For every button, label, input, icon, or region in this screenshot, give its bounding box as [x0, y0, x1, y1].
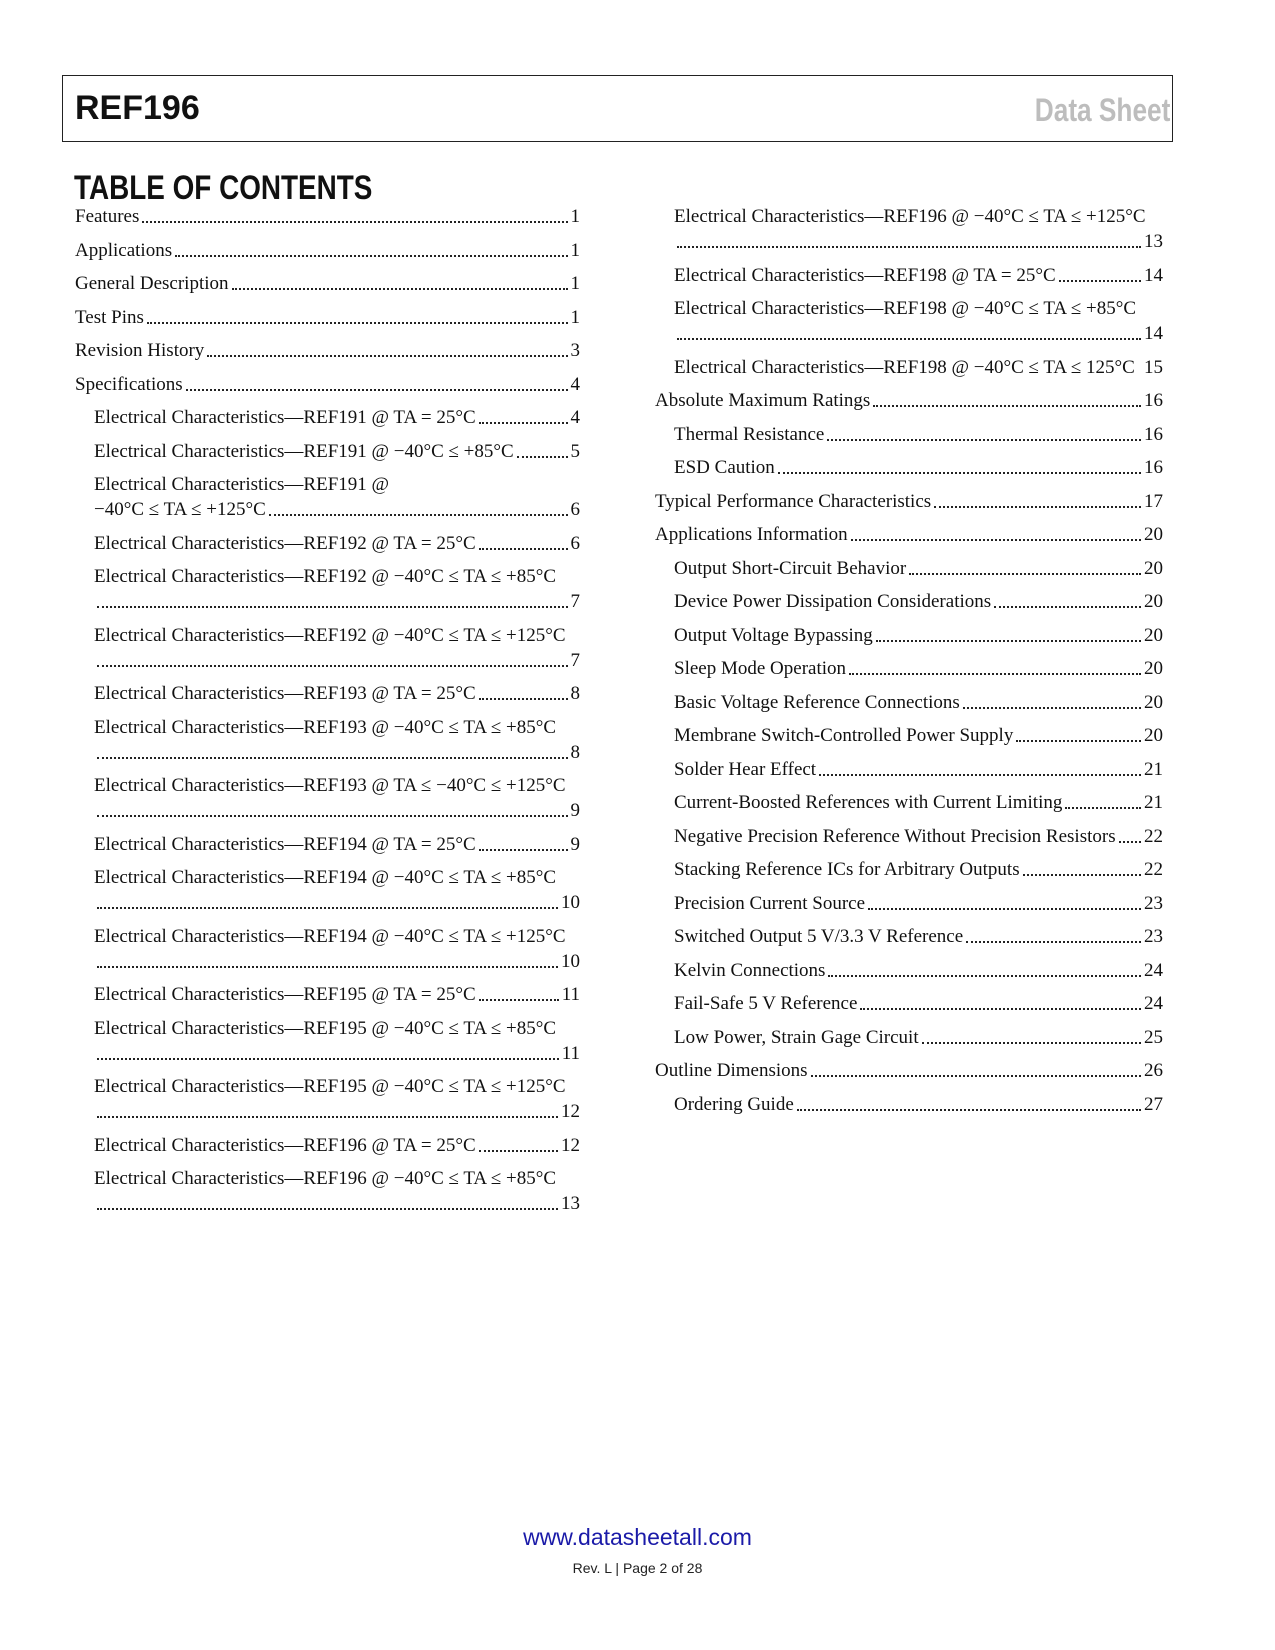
dot-leader [97, 1058, 559, 1060]
dot-leader [97, 757, 568, 759]
toc-entry-page: 11 [561, 1042, 580, 1064]
dot-leader [828, 975, 1141, 977]
toc-entry[interactable] [655, 388, 1163, 413]
toc-entry[interactable] [655, 857, 1163, 882]
toc-entry-label: Electrical Characteristics—REF194 @ TA = 25°C [94, 833, 476, 855]
toc-entry-label: Electrical Characteristics—REF192 @ TA = 25°C [94, 532, 476, 554]
toc-entry[interactable] [75, 204, 580, 229]
toc-entry-page: 4 [570, 373, 580, 395]
toc-entry-label: Outline Dimensions [655, 1060, 808, 1081]
toc-entry[interactable] [75, 372, 580, 397]
toc-entry[interactable] [655, 296, 1163, 346]
toc-entry-page: 22 [1144, 825, 1163, 847]
toc-entry-page: 7 [570, 591, 580, 612]
toc-entry[interactable] [75, 982, 580, 1007]
dot-leader [97, 1208, 558, 1210]
dot-leader [479, 999, 559, 1001]
toc-entry-page: 1 [570, 306, 580, 328]
toc-entry[interactable] [75, 623, 580, 673]
toc-entry-label: Typical Performance Characteristics [655, 490, 932, 512]
dot-leader [819, 774, 1141, 776]
toc-entry-label: Absolute Maximum Ratings [655, 390, 871, 411]
toc-entry-label: Ordering Guide [674, 1093, 794, 1115]
toc-entry-page: 3 [570, 340, 580, 361]
toc-entry-label: Test Pins [75, 306, 144, 328]
toc-entry[interactable] [75, 271, 580, 296]
footer-url[interactable]: www.datasheetall.com [523, 1524, 752, 1550]
toc-entry[interactable] [655, 355, 1163, 380]
toc-entry[interactable] [75, 472, 580, 522]
toc-entry[interactable] [75, 305, 580, 330]
toc-entry-label: Device Power Dissipation Considerations [674, 591, 992, 612]
toc-entry[interactable] [75, 681, 580, 706]
toc-entry[interactable] [75, 531, 580, 556]
dot-leader [677, 246, 1141, 248]
toc-entry-page: 23 [1144, 926, 1163, 947]
toc-entry-page: 21 [1144, 758, 1163, 780]
toc-entry-label: Kelvin Connections [674, 959, 826, 981]
toc-entry-page: 5 [570, 440, 580, 462]
toc-entry[interactable] [75, 715, 580, 765]
dot-leader [479, 849, 568, 851]
toc-entry-page: 24 [1144, 959, 1163, 981]
document-type: Data Sheet [1034, 92, 1170, 128]
toc-entry-label: Electrical Characteristics—REF191 @ [94, 474, 390, 495]
dot-leader [778, 472, 1141, 474]
toc-entry-label: Electrical Characteristics—REF198 @ −40°C ≤ TA ≤ 125°C [674, 356, 1135, 378]
dot-leader [922, 1042, 1141, 1044]
toc-entry[interactable] [655, 958, 1163, 983]
dot-leader [797, 1109, 1141, 1111]
toc-entry-label: Electrical Characteristics—REF195 @ −40°C ≤ TA ≤ +125°C [94, 1076, 566, 1097]
dot-leader [479, 1150, 558, 1152]
toc-entry-page: 12 [561, 1134, 580, 1156]
dot-leader [97, 966, 558, 968]
toc-entry-label: Features [75, 206, 140, 227]
toc-entry-label: Electrical Characteristics—REF196 @ −40°C ≤ TA ≤ +85°C [94, 1168, 557, 1189]
toc-entry-label: Electrical Characteristics—REF191 @ TA = 25°C [94, 407, 476, 428]
dot-leader [909, 573, 1141, 575]
toc-entry[interactable] [75, 338, 580, 363]
toc-entry-label: Thermal Resistance [674, 423, 825, 445]
toc-entry-page: 20 [1144, 557, 1163, 579]
toc-entry-page: 20 [1144, 524, 1163, 545]
toc-entry-label: Output Voltage Bypassing [674, 624, 873, 646]
toc-entry-page: 14 [1144, 264, 1163, 286]
toc-entry[interactable] [75, 405, 580, 430]
toc-entry-page: 9 [570, 800, 580, 821]
dot-leader [97, 907, 558, 909]
toc-entry[interactable] [655, 790, 1163, 815]
dot-leader [849, 673, 1141, 675]
toc-entry-page: 8 [570, 741, 580, 763]
dot-leader [186, 389, 568, 391]
toc-entry-label: Negative Precision Reference Without Precision Resistors [674, 825, 1116, 847]
toc-entry-label: Electrical Characteristics—REF191 @ −40°C ≤ +85°C [94, 440, 514, 462]
dot-leader [811, 1075, 1141, 1077]
toc-entry-page: 1 [570, 239, 580, 261]
dot-leader [994, 606, 1141, 608]
toc-entry[interactable] [75, 773, 580, 823]
document-title: REF196 [75, 89, 200, 127]
toc-heading: TABLE OF CONTENTS [74, 169, 373, 207]
dot-leader [1065, 807, 1141, 809]
dot-leader [479, 548, 568, 550]
toc-entry-page: 20 [1144, 691, 1163, 713]
toc-entry-label: Electrical Characteristics—REF194 @ −40°C ≤ TA ≤ +125°C [94, 925, 566, 947]
toc-entry-label: Output Short-Circuit Behavior [674, 557, 907, 579]
toc-entry[interactable] [655, 1092, 1163, 1117]
toc-entry-label: Low Power, Strain Gage Circuit [674, 1026, 919, 1048]
toc-entry-page: 13 [1144, 231, 1163, 252]
toc-entry[interactable] [75, 865, 580, 915]
dot-leader [827, 439, 1141, 441]
toc-entry-page: 6 [570, 499, 580, 520]
toc-entry-page: 15 [1144, 356, 1163, 378]
toc-entry[interactable] [75, 439, 580, 464]
toc-entry-page: 25 [1144, 1026, 1163, 1048]
toc-entry-label: Basic Voltage Reference Connections [674, 691, 960, 713]
toc-entry-label: Electrical Characteristics—REF198 @ TA = 25°C [674, 264, 1056, 286]
toc-entry[interactable] [655, 723, 1163, 748]
toc-entry-label: Electrical Characteristics—REF193 @ −40°C ≤ TA ≤ +85°C [94, 716, 557, 738]
toc-entry-label: Fail-Safe 5 V Reference [674, 993, 858, 1014]
toc-entry[interactable] [75, 1074, 580, 1124]
toc-entry-label: Electrical Characteristics—REF192 @ −40°C ≤ TA ≤ +125°C [94, 624, 566, 646]
dot-leader [966, 941, 1141, 943]
toc-entry-label: Electrical Characteristics—REF196 @ −40°C ≤ TA ≤ +125°C [674, 206, 1146, 227]
toc-entry[interactable] [655, 489, 1163, 514]
toc-entry-page: 10 [561, 950, 580, 972]
footer-revision: Rev. L | Page 2 of 28 [572, 1560, 703, 1576]
toc-entry-page: 7 [570, 649, 580, 671]
toc-entry-page: 21 [1144, 792, 1163, 813]
toc-entry-page: 11 [561, 984, 580, 1005]
toc-entry[interactable] [655, 556, 1163, 581]
dot-leader [963, 707, 1141, 709]
toc-entry-page: 20 [1144, 624, 1163, 646]
toc-entry-label: Precision Current Source [674, 892, 866, 914]
dot-leader [868, 908, 1141, 910]
toc-entry-page: 27 [1144, 1093, 1163, 1115]
toc-entry-label: Electrical Characteristics—REF195 @ −40°C ≤ TA ≤ +85°C [94, 1017, 557, 1039]
toc-entry[interactable] [655, 991, 1163, 1016]
toc-entry-page: 22 [1144, 859, 1163, 880]
toc-entry-page: 23 [1144, 892, 1163, 914]
toc-entry[interactable] [655, 263, 1163, 288]
toc-entry-page: 8 [570, 683, 580, 704]
toc-entry-label: Electrical Characteristics—REF193 @ TA = 25°C [94, 683, 476, 704]
dot-leader [269, 514, 568, 516]
toc-entry[interactable] [75, 1133, 580, 1158]
dot-leader [934, 506, 1141, 508]
toc-entry[interactable] [655, 455, 1163, 480]
toc-entry-label: Revision History [75, 340, 205, 361]
dot-leader [1023, 874, 1141, 876]
toc-entry[interactable] [655, 656, 1163, 681]
toc-entry-page: 14 [1144, 323, 1163, 344]
toc-entry-label: Applications [75, 239, 173, 261]
toc-entry-label: Specifications [75, 373, 183, 395]
toc-entry-label: Solder Hear Effect [674, 758, 817, 780]
page-header [62, 75, 1173, 142]
toc-entry[interactable] [75, 924, 580, 974]
toc-entry[interactable] [655, 589, 1163, 614]
dot-leader [142, 221, 567, 223]
dot-leader [97, 665, 568, 667]
dot-leader [175, 255, 567, 257]
toc-entry[interactable] [655, 204, 1163, 254]
toc-left-column [75, 204, 580, 1225]
dot-leader [97, 606, 568, 608]
toc-entry-page: 24 [1144, 993, 1163, 1014]
toc-entry[interactable] [655, 757, 1163, 782]
dot-leader [1059, 280, 1141, 282]
toc-entry-label: Stacking Reference ICs for Arbitrary Outputs [674, 859, 1020, 880]
dot-leader [479, 422, 568, 424]
toc-entry-page: 9 [570, 833, 580, 855]
toc-entry[interactable] [75, 1166, 580, 1216]
toc-right-column [655, 204, 1163, 1125]
toc-entry-page: 26 [1144, 1060, 1163, 1081]
toc-entry-page: 1 [570, 273, 580, 294]
toc-entry[interactable] [75, 832, 580, 857]
toc-entry-label: Sleep Mode Operation [674, 658, 847, 679]
toc-entry-page: 1 [570, 206, 580, 227]
toc-entry[interactable] [655, 422, 1163, 447]
toc-entry[interactable] [655, 891, 1163, 916]
dot-leader [479, 698, 568, 700]
toc-entry[interactable] [655, 522, 1163, 547]
toc-entry-page: 17 [1144, 490, 1163, 512]
dot-leader [207, 355, 567, 357]
dot-leader [851, 539, 1141, 541]
toc-entry[interactable] [75, 564, 580, 614]
toc-entry-page: 20 [1144, 658, 1163, 679]
toc-entry-page: 6 [570, 532, 580, 554]
dot-leader [232, 288, 568, 290]
dot-leader [97, 1116, 558, 1118]
toc-entry-page: 20 [1144, 591, 1163, 612]
toc-entry-label: Electrical Characteristics—REF196 @ TA = 25°C [94, 1134, 476, 1156]
toc-entry-label: Electrical Characteristics—REF193 @ TA ≤ −40°C ≤ +125°C [94, 775, 566, 796]
toc-entry-label: Switched Output 5 V/3.3 V Reference [674, 926, 964, 947]
dot-leader [517, 456, 568, 458]
toc-entry-page: 16 [1144, 457, 1163, 478]
toc-entry-label: ESD Caution [674, 457, 775, 478]
toc-entry-page: 16 [1144, 423, 1163, 445]
toc-entry[interactable] [655, 623, 1163, 648]
toc-entry-page: 12 [561, 1101, 580, 1122]
dot-leader [876, 640, 1141, 642]
toc-entry[interactable] [75, 1016, 580, 1066]
toc-entry[interactable] [655, 824, 1163, 849]
toc-entry-label: Membrane Switch-Controlled Power Supply [674, 725, 1014, 746]
dot-leader [1119, 841, 1141, 843]
toc-entry-label: Current-Boosted References with Current Limiting [674, 792, 1063, 813]
dot-leader [1016, 740, 1141, 742]
toc-entry-page: 10 [561, 892, 580, 913]
dot-leader [97, 815, 568, 817]
toc-entry-label: Electrical Characteristics—REF194 @ −40°C ≤ TA ≤ +85°C [94, 867, 557, 888]
toc-entry-page: 13 [561, 1193, 580, 1214]
dot-leader [860, 1008, 1141, 1010]
dot-leader [873, 405, 1141, 407]
dot-leader [677, 338, 1141, 340]
toc-entry-label: Applications Information [655, 524, 848, 545]
toc-entry-page: 4 [570, 407, 580, 428]
toc-entry[interactable] [655, 1025, 1163, 1050]
toc-entry-label: Electrical Characteristics—REF192 @ −40°C ≤ TA ≤ +85°C [94, 566, 557, 587]
dot-leader [147, 322, 568, 324]
toc-entry-page: 20 [1144, 725, 1163, 746]
toc-entry[interactable] [75, 238, 580, 263]
toc-entry-label: Electrical Characteristics—REF195 @ TA = 25°C [94, 984, 476, 1005]
toc-entry[interactable] [655, 690, 1163, 715]
toc-entry[interactable] [655, 924, 1163, 949]
toc-entry[interactable] [655, 1058, 1163, 1083]
toc-entry-label-continued: −40°C ≤ TA ≤ +125°C [94, 499, 266, 520]
toc-entry-label: General Description [75, 273, 229, 294]
toc-entry-page: 16 [1144, 390, 1163, 411]
toc-entry-label: Electrical Characteristics—REF198 @ −40°C ≤ TA ≤ +85°C [674, 298, 1137, 319]
